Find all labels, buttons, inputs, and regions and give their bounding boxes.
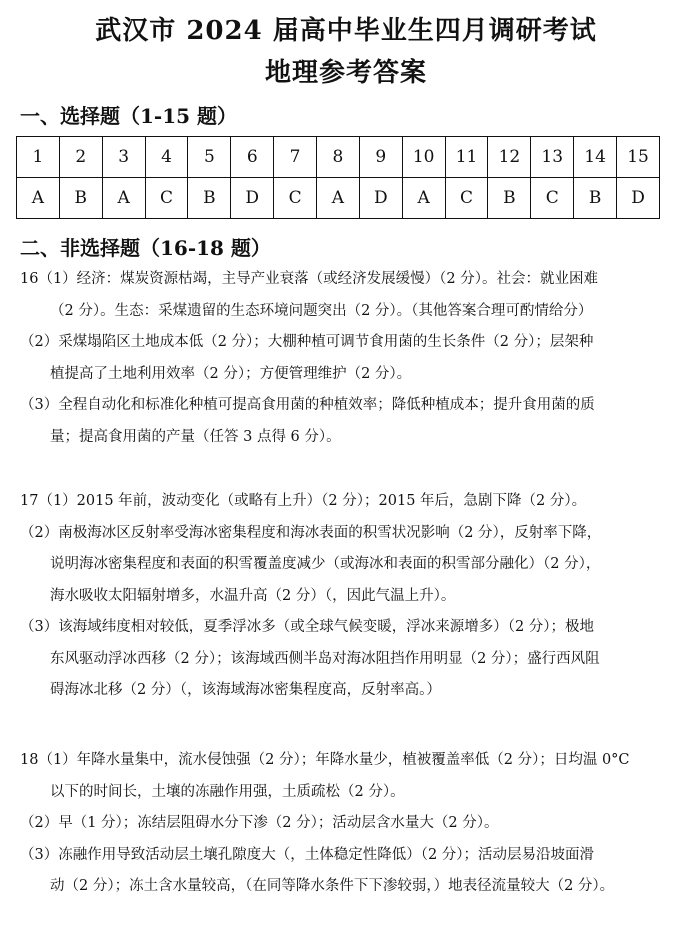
question-17-answer xyxy=(20,486,676,707)
answer-line: （3）冻融作用导致活动层土壤孔隙度大（，土体稳定性降低）（2 分）；活动层易沿坡面滑 xyxy=(20,846,595,863)
answer-cell: C xyxy=(531,178,574,219)
question-number-cell: 10 xyxy=(402,137,445,178)
answer-table-answer-row xyxy=(17,178,660,219)
answer-cell: B xyxy=(574,178,617,219)
answer-line: 海水吸收太阳辐射增多，水温升高（2 分）（，因此气温上升）。 xyxy=(50,587,456,604)
question-number-cell: 1 xyxy=(17,137,60,178)
section-heading-choice: 一、选择题（1-15 题） xyxy=(20,104,238,128)
answer-cell: C xyxy=(274,178,317,219)
question-number-cell: 3 xyxy=(102,137,145,178)
question-number-cell: 14 xyxy=(574,137,617,178)
section-heading-nonchoice: 二、非选择题（16-18 题） xyxy=(20,236,271,260)
answer-cell: B xyxy=(59,178,102,219)
answer-cell: A xyxy=(402,178,445,219)
question-number-cell: 13 xyxy=(531,137,574,178)
question-18-answer xyxy=(20,745,676,903)
question-number-cell: 4 xyxy=(145,137,188,178)
answer-cell: A xyxy=(17,178,60,219)
question-number-cell: 11 xyxy=(445,137,488,178)
question-16-answer xyxy=(20,264,676,453)
answer-table xyxy=(16,136,660,219)
document-subtitle: 地理参考答案 xyxy=(264,58,427,88)
answer-cell: B xyxy=(188,178,231,219)
question-number-cell: 8 xyxy=(317,137,360,178)
answer-line: （2 分）。生态：采煤遗留的生态环境问题突出（2 分）。（其他答案合理可酌情给分） xyxy=(50,302,593,319)
answer-cell: C xyxy=(145,178,188,219)
answer-line: 量；提高食用菌的产量（任答 3 点得 6 分）。 xyxy=(50,428,341,445)
answer-cell: C xyxy=(445,178,488,219)
question-number-cell: 7 xyxy=(274,137,317,178)
answer-line: 说明海冰密集程度和表面的积雪覆盖度减少（或海冰和表面的积雪部分融化）（2 分）， xyxy=(50,556,601,572)
answer-line: 动（2 分）；冻土含水量较高，（在同等降水条件下下渗较弱，）地表径流量较大（2 分）。 xyxy=(50,878,615,894)
answer-line: 16（1）经济：煤炭资源枯竭，主导产业衰落（或经济发展缓慢）（2 分）。社会：就业困难 xyxy=(20,271,599,287)
question-number-cell: 15 xyxy=(617,137,660,178)
question-number-cell: 12 xyxy=(488,137,531,178)
answer-cell: D xyxy=(231,178,274,219)
answer-line: 植提高了土地利用效率（2 分）；方便管理维护（2 分）。 xyxy=(50,365,412,382)
answer-cell: B xyxy=(488,178,531,219)
answer-line: 东风驱动浮冰西移（2 分）；该海域西侧半岛对海冰阻挡作用明显（2 分）；盛行西风阻 xyxy=(50,650,600,667)
answer-line: 碍海冰北移（2 分）（，该海域海冰密集程度高，反射率高。） xyxy=(50,682,441,698)
answer-cell: D xyxy=(617,178,660,219)
answer-line: 17（1）2015 年前，波动变化（或略有上升）（2 分）；2015 年后，急剧下降（2 分）。 xyxy=(20,493,587,509)
answer-line: （3）全程自动化和标准化种植可提高食用菌的种植效率；降低种植成本；提升食用菌的质 xyxy=(20,397,595,413)
answer-cell: A xyxy=(102,178,145,219)
answer-line: （2）早（1 分）；冻结层阻碍水分下渗（2 分）；活动层含水量大（2 分）。 xyxy=(20,815,499,831)
question-number-cell: 5 xyxy=(188,137,231,178)
question-number-cell: 2 xyxy=(59,137,102,178)
answer-cell: D xyxy=(359,178,402,219)
answer-cell: A xyxy=(317,178,360,219)
answer-table-number-row xyxy=(17,137,660,178)
document-title: 武汉市 2024 届高中毕业生四月调研考试 xyxy=(95,16,597,46)
answer-line: 18（1）年降水量集中，流水侵蚀强（2 分）；年降水量少，植被覆盖率低（2 分）；日均温 0°C xyxy=(20,752,630,768)
question-number-cell: 9 xyxy=(359,137,402,178)
answer-line: （2）采煤塌陷区土地成本低（2 分）；大棚种植可调节食用菌的生长条件（2 分）；层架种 xyxy=(20,334,594,350)
answer-line: （3）该海域纬度相对较低，夏季浮冰多（或全球气候变暖，浮冰来源增多）（2 分）；极地 xyxy=(20,619,595,635)
answer-line: 以下的时间长，土壤的冻融作用强，土质疏松（2 分）。 xyxy=(50,783,405,800)
answer-line: （2）南极海冰区反射率受海冰密集程度和海冰表面的积雪状况影响（2 分），反射率下降， xyxy=(20,524,602,541)
question-number-cell: 6 xyxy=(231,137,274,178)
